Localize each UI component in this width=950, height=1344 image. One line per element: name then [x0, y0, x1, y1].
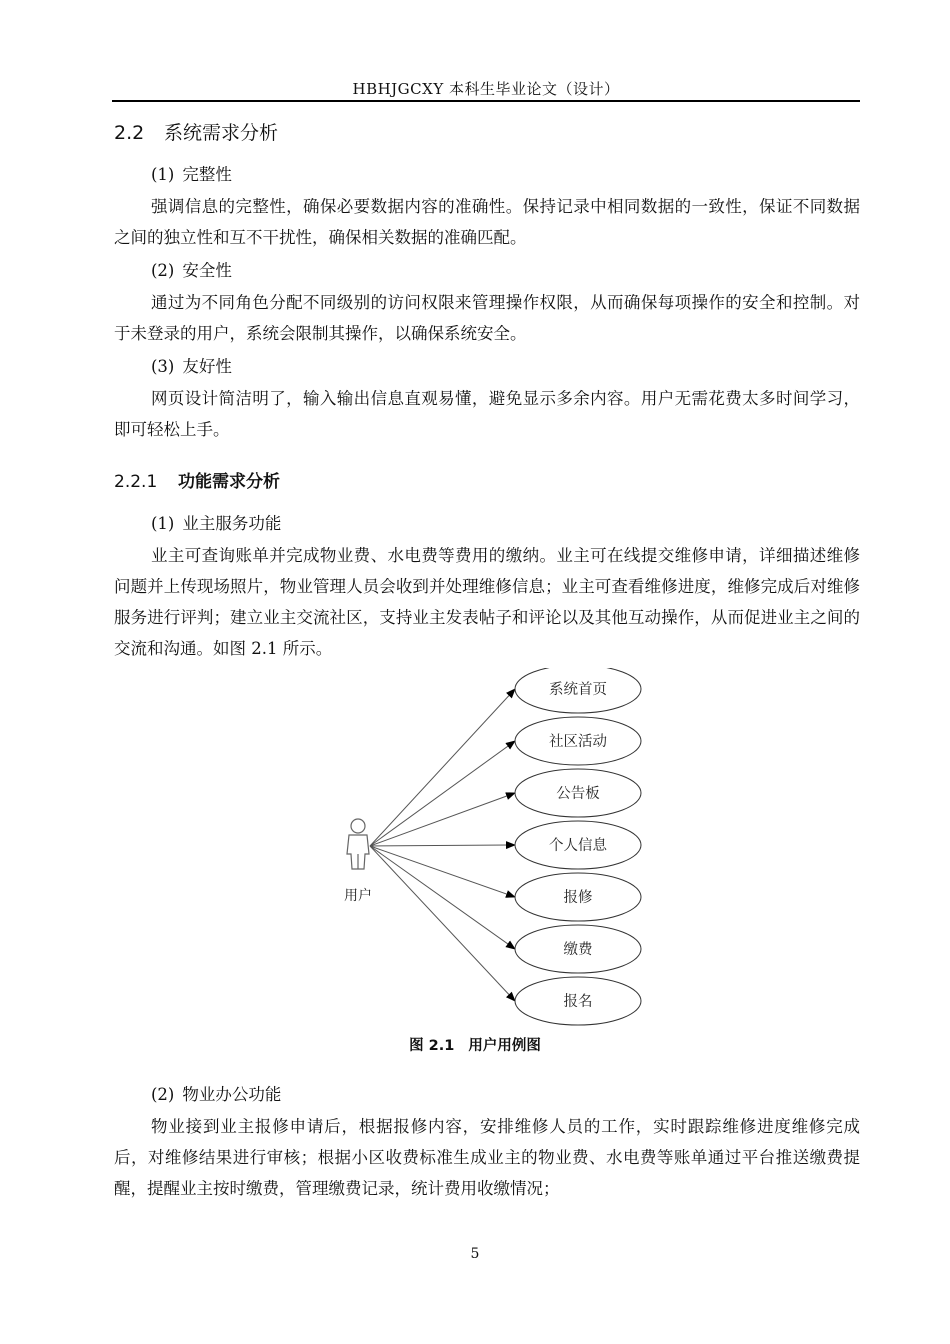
association-arrow	[370, 845, 515, 846]
paragraph-completeness: 强调信息的完整性，确保必要数据内容的准确性。保持记录中相同数据的一致性，保证不同数据之间的独立性和互不干扰性，确保相关数据的准确匹配。	[114, 197, 860, 247]
use-case-label: 个人信息	[549, 838, 607, 854]
association-arrow	[370, 846, 515, 1001]
use-cases	[515, 668, 641, 1025]
paragraph-office-functions: 物业接到业主报修申请后，根据报修内容，安排维修人员的工作，实时跟踪维修进度维修完成后，对维修结果进行审核；根据小区收费标准生成业主的物业费、水电费等账单通过平台推送缴费提醒，提醒业主按时缴费，管理缴费记录，统计费用收缴情况；	[114, 1117, 860, 1198]
use-case-label: 社区活动	[549, 734, 607, 750]
subsection-title: 功能需求分析	[178, 472, 280, 492]
list-item-title: 安全性	[182, 261, 232, 280]
list-item-label: (1)	[151, 165, 175, 184]
actor-head	[351, 819, 365, 833]
list-item-label: (2)	[151, 261, 175, 280]
association-arrow	[370, 793, 515, 846]
use-case-label: 公告板	[556, 786, 600, 802]
use-case-label: 报名	[563, 994, 593, 1010]
page-number: 5	[470, 1246, 480, 1262]
association-arrow	[370, 741, 515, 846]
section-title: 系统需求分析	[164, 122, 279, 144]
figure-title: 用户用例图	[468, 1038, 541, 1054]
paragraph-security: 通过为不同角色分配不同级别的访问权限来管理操作权限，从而确保每项操作的安全和控制。对于未登录的用户，系统会限制其操作，以确保系统安全。	[114, 293, 860, 343]
association-lines	[370, 689, 515, 1001]
list-item-label: (3)	[151, 357, 175, 376]
paragraph-owner-services: 业主可查询账单并完成物业费、水电费等费用的缴纳。业主可在线提交维修申请，详细描述维修问题并上传现场照片，物业管理人员会收到并处理维修信息；业主可查看维修进度，维修完成后对维修服务进行评判；建立业主交流社区，支持业主发表帖子和评论以及其他互动操作，从而促进业主之间的交流和沟通。如图 2.1 所示。	[114, 546, 860, 658]
figure-number: 图 2.1	[409, 1038, 455, 1054]
page-header: HBHJGCXY 本科生毕业论文（设计）	[352, 80, 620, 98]
subsection-number: 2.2.1	[114, 472, 158, 492]
header-rule	[112, 100, 860, 102]
subsection-heading	[114, 467, 280, 492]
list-item-label: (2)	[151, 1085, 175, 1104]
list-item-usability	[151, 353, 232, 377]
association-arrow	[370, 846, 515, 949]
list-item-office-functions	[151, 1081, 281, 1105]
list-item-completeness	[151, 161, 232, 185]
list-item-title: 业主服务功能	[182, 514, 282, 533]
association-arrow	[370, 689, 515, 846]
actor-figure	[347, 819, 369, 869]
section-heading	[114, 118, 278, 145]
actor-label: 用户	[344, 888, 372, 904]
list-item-title: 物业办公功能	[182, 1085, 282, 1104]
list-item-title: 完整性	[182, 165, 232, 184]
association-arrow	[370, 846, 515, 897]
figure-caption	[0, 1034, 950, 1055]
use-case-label: 系统首页	[549, 682, 607, 698]
paragraph-usability: 网页设计简洁明了，输入输出信息直观易懂，避免显示多余内容。用户无需花费太多时间学习，即可轻松上手。	[114, 389, 860, 439]
section-number: 2.2	[114, 122, 145, 144]
list-item-owner-services	[151, 510, 281, 534]
list-item-security	[151, 257, 232, 281]
use-case-diagram	[325, 668, 655, 1028]
list-item-title: 友好性	[182, 357, 232, 376]
list-item-label: (1)	[151, 514, 175, 533]
use-case-label: 缴费	[563, 942, 593, 958]
use-case-label: 报修	[563, 890, 593, 906]
